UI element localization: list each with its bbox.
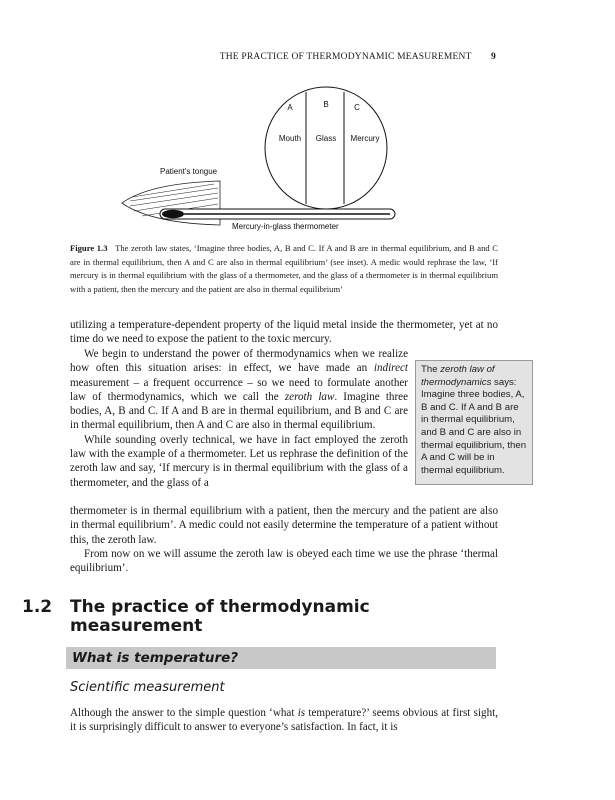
label-mercury: Mercury [350,134,380,143]
figure-1-3 [110,85,410,235]
thermometer-shape [160,209,395,219]
box-heading-text: What is temperature? [72,650,239,666]
box-heading [66,647,496,669]
body-text-narrow [70,347,408,490]
label-thermometer: Mercury-in-glass thermometer [232,222,339,231]
header-title: THE PRACTICE OF THERMODYNAMIC MEASUREMENT [219,52,472,62]
paragraph-2: We begin to understand the power of thermodynamics when we realize how often this situation arises: in effect, we have made an indirect measurement – a frequent occurrence – so we need to formulate another law of thermodynamics, which we call the zeroth law. Imagine three bodies, A, B and C. If A and B are in thermal equilibrium, and B and C are in thermal equilibrium, then A and C are also in thermal equilibrium. [70,348,409,432]
body-text-final [70,706,498,735]
label-patients-tongue: Patient's tongue [160,167,218,176]
caption-line-1: The zeroth law states, ‘Imagine three bodies, A, B and C. If A and B are in thermal [115,243,407,253]
body-text-top [70,318,498,347]
label-mouth: Mouth [278,134,302,143]
caption-line-5: mercury and the patient are also in thermal equilibrium’ [150,283,344,294]
paragraph-3-end: thermometer is in thermal equilibrium with a patient, then the mercury and the patient are also in thermal equilibrium’. A medic could not easily determine the temperature of a patient without this, the zeroth law. [70,505,498,546]
caption-line-4: of a thermometer, and the glass of a thermometer is in thermal equilibrium with a patient, then the [70,270,499,294]
label-a: A [287,103,293,112]
margin-note-emphasis: zeroth law of thermodynamics [421,364,495,388]
figure-label: Figure 1.3 [70,243,108,253]
label-b: B [323,100,329,109]
caption-line-2: equilibrium, and B and C are in thermal equilibrium, then A and C are also in thermal equilibrium’ [70,243,499,267]
running-header [70,52,496,62]
figure-caption [70,242,498,296]
paragraph-4: From now on we will assume the zeroth law is obeyed each time we use the phrase ‘thermal equilibrium’. [70,547,498,575]
section-number: 1.2 [22,597,53,617]
section-title: The practice of thermodynamic measurement [70,597,370,636]
subheading: Scientific measurement [70,680,225,695]
paragraph-final: Although the answer to the simple question ‘what is temperature?’ seems obvious at first sight, it is surprisingly difficult to answer to everyone’s satisfaction. In fact, it is [70,707,498,734]
page-number: 9 [491,52,496,62]
caption-line-3: (see inset). A medic would rephrase the law, ‘If mercury is in thermal equilibrium with the glass [70,256,498,281]
paragraph-1: utilizing a temperature-dependent property of the liquid metal inside the thermometer, yet at no time do we need to expose the patient to the toxic mercury. [70,319,498,346]
paragraph-3-start: While sounding overly technical, we have in fact employed the zeroth law with the example of a thermometer. Let us rephrase the definition of the zeroth law and say, ‘If mercury is in thermal equilibrium with the glass of a thermometer, and the glass of a [70,433,408,489]
margin-note: The zeroth law of thermodynamics says: Imagine three bodies, A, B and C. If A and B are in thermal equilibrium, and B and C are also in thermal equilibrium, then A and C will be in thermal equilibrium. [415,360,533,485]
label-glass: Glass [315,134,337,143]
label-c: C [354,103,360,112]
body-text-bottom [70,504,498,575]
